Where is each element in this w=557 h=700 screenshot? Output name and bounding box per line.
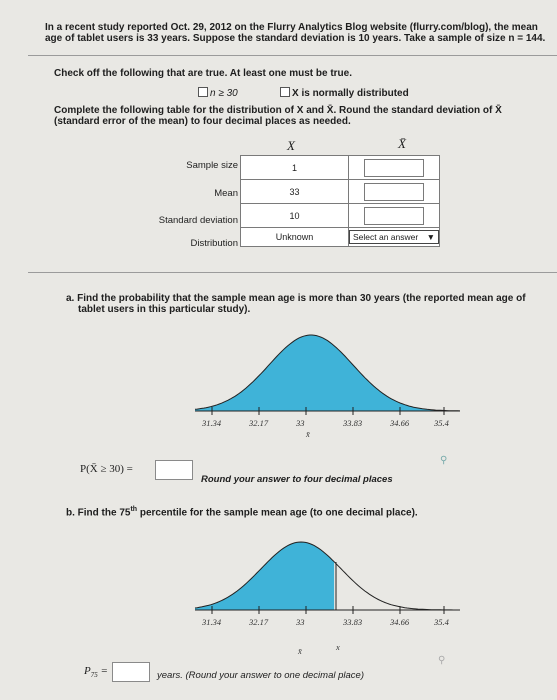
part-b-prompt-sup: th	[130, 506, 138, 513]
part-b-prompt	[66, 504, 418, 519]
table-row	[241, 156, 440, 180]
divider	[28, 272, 557, 273]
col-header-x: X	[287, 138, 295, 153]
cell-xbar-sd	[349, 204, 440, 228]
marker-symbol: x	[336, 642, 340, 652]
checkbox-n-ge-30[interactable]	[198, 87, 238, 100]
cell-xbar-distribution	[349, 228, 440, 247]
xbar-sample-size-input[interactable]	[364, 159, 424, 177]
part-a-line-1: a. Find the probability that the sample mean age is more than 30 years (the reported mean age of	[66, 293, 526, 304]
distribution-table	[240, 155, 440, 247]
shaded-region	[195, 335, 460, 411]
xbar-sd-input[interactable]	[364, 207, 424, 225]
tick-label: 33.83	[343, 418, 363, 428]
distribution-select[interactable]	[349, 230, 439, 244]
magnify-icon[interactable]: ⚲	[440, 455, 448, 466]
check-prompt: Check off the following that are true. At least one must be true.	[54, 68, 352, 79]
part-a-hint: Round your answer to four decimal places	[201, 474, 393, 485]
checkbox-box[interactable]	[198, 87, 208, 97]
tick-label: 31.34	[202, 418, 222, 428]
normal-curve-a	[0, 325, 557, 445]
normal-curve-b	[0, 530, 557, 660]
p-subscript: 75	[90, 671, 98, 680]
table-instruction-2: (standard error of the mean) to four decimal places as needed.	[54, 116, 351, 127]
tick-label: 35.4	[434, 617, 449, 627]
row-label-sd: Standard deviation	[158, 215, 238, 226]
row-label-distribution: Distribution	[190, 238, 238, 249]
tick-label: 33	[296, 418, 305, 428]
cell-xbar-mean	[349, 180, 440, 204]
part-a-answer-label: P(X̄ ≥ 30) =	[80, 463, 133, 475]
row-label-mean: Mean	[214, 188, 238, 199]
cell-xbar-sample-size	[349, 156, 440, 180]
part-b-hint: years. (Round your answer to one decimal place)	[157, 670, 364, 681]
cell-x-sd: 10	[241, 204, 349, 228]
checkbox-label: n ≥ 30	[210, 88, 238, 99]
axis-symbol: x̄	[306, 429, 310, 439]
checkbox-label: X is normally distributed	[292, 88, 409, 99]
shaded-region	[195, 542, 334, 610]
row-label-sample-size: Sample size	[186, 160, 238, 171]
checkbox-box[interactable]	[280, 87, 290, 97]
cell-x-sample-size: 1	[241, 156, 349, 180]
col-header-xbar: X̄	[398, 136, 406, 151]
tick-label: 33.83	[343, 617, 363, 627]
p-symbol: P	[84, 665, 91, 677]
tick-label: 34.66	[390, 617, 410, 627]
intro-line-2: age of tablet users is 33 years. Suppose the standard deviation is 10 years. Take a sample of size n = 144.	[45, 33, 546, 44]
intro-line-1: In a recent study reported Oct. 29, 2012 on the Flurry Analytics Blog website (flurry.com/blog), the mean	[45, 22, 538, 33]
select-text: Select an answer	[353, 232, 419, 242]
chevron-down-icon: ▼	[426, 232, 435, 242]
part-a-answer-input[interactable]	[155, 460, 193, 480]
part-b-answer-input[interactable]	[112, 662, 150, 682]
checkbox-x-normal[interactable]	[280, 87, 409, 100]
xbar-mean-input[interactable]	[364, 183, 424, 201]
table-row	[241, 228, 440, 247]
axis-symbol: x̄	[298, 646, 302, 656]
tick-label: 35.4	[434, 418, 449, 428]
tick-label: 32.17	[249, 418, 269, 428]
part-b-prompt-post: percentile for the sample mean age (to one decimal place).	[137, 507, 418, 519]
table-row	[241, 204, 440, 228]
tick-label: 32.17	[249, 617, 269, 627]
tick-label: 34.66	[390, 418, 410, 428]
table-row	[241, 180, 440, 204]
divider	[28, 55, 557, 56]
cell-x-distribution: Unknown	[241, 228, 349, 247]
cell-x-mean: 33	[241, 180, 349, 204]
part-b-prompt-pre: b. Find the 75	[66, 507, 131, 519]
magnify-icon[interactable]: ⚲	[438, 655, 446, 666]
part-a-line-2: tablet users in this particular study).	[78, 304, 251, 315]
table-instruction-1: Complete the following table for the distribution of X and X̄. Round the standard deviation of X̄	[54, 105, 502, 116]
part-b-answer-label: $P_{75}$ =	[84, 665, 108, 680]
tick-label: 31.34	[202, 617, 222, 627]
tick-label: 33	[296, 617, 305, 627]
